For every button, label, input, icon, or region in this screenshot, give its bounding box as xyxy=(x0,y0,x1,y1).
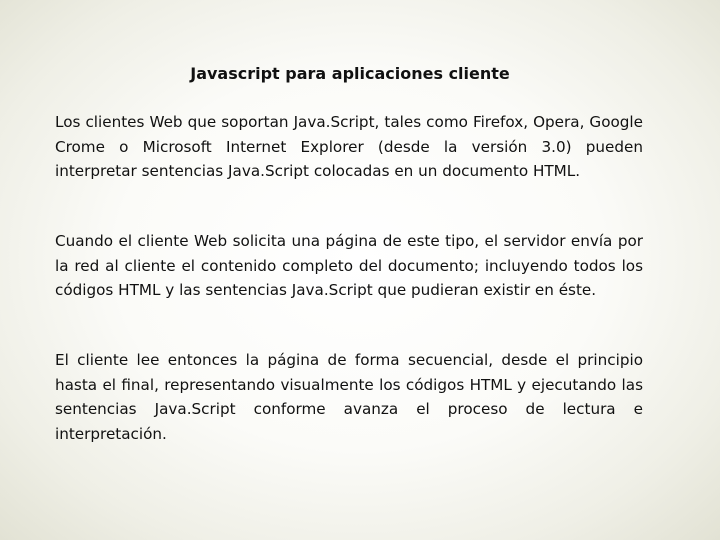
slide-title: Javascript para aplicaciones cliente xyxy=(190,64,510,83)
paragraph-clients: Los clientes Web que soportan Java.Script, tales como Firefox, Opera, Google Crome o Microsoft Internet Explorer (desde la versión 3.0) pueden interpretar sentencias Java.Script colocadas en un documento HTML. xyxy=(55,113,643,180)
paragraph-request: Cuando el cliente Web solicita una página de este tipo, el servidor envía por la red al cliente el contenido completo del documento; incluyendo todos los códigos HTML y las sentencias Java.Script que pudieran existir en éste. xyxy=(55,232,643,299)
paragraph-reading: El cliente lee entonces la página de forma secuencial, desde el principio hasta el final, representando visualmente los códigos HTML y ejecutando las sentencias Java.Script conforme avanza el proceso de lectura e interpretación. xyxy=(55,351,643,443)
